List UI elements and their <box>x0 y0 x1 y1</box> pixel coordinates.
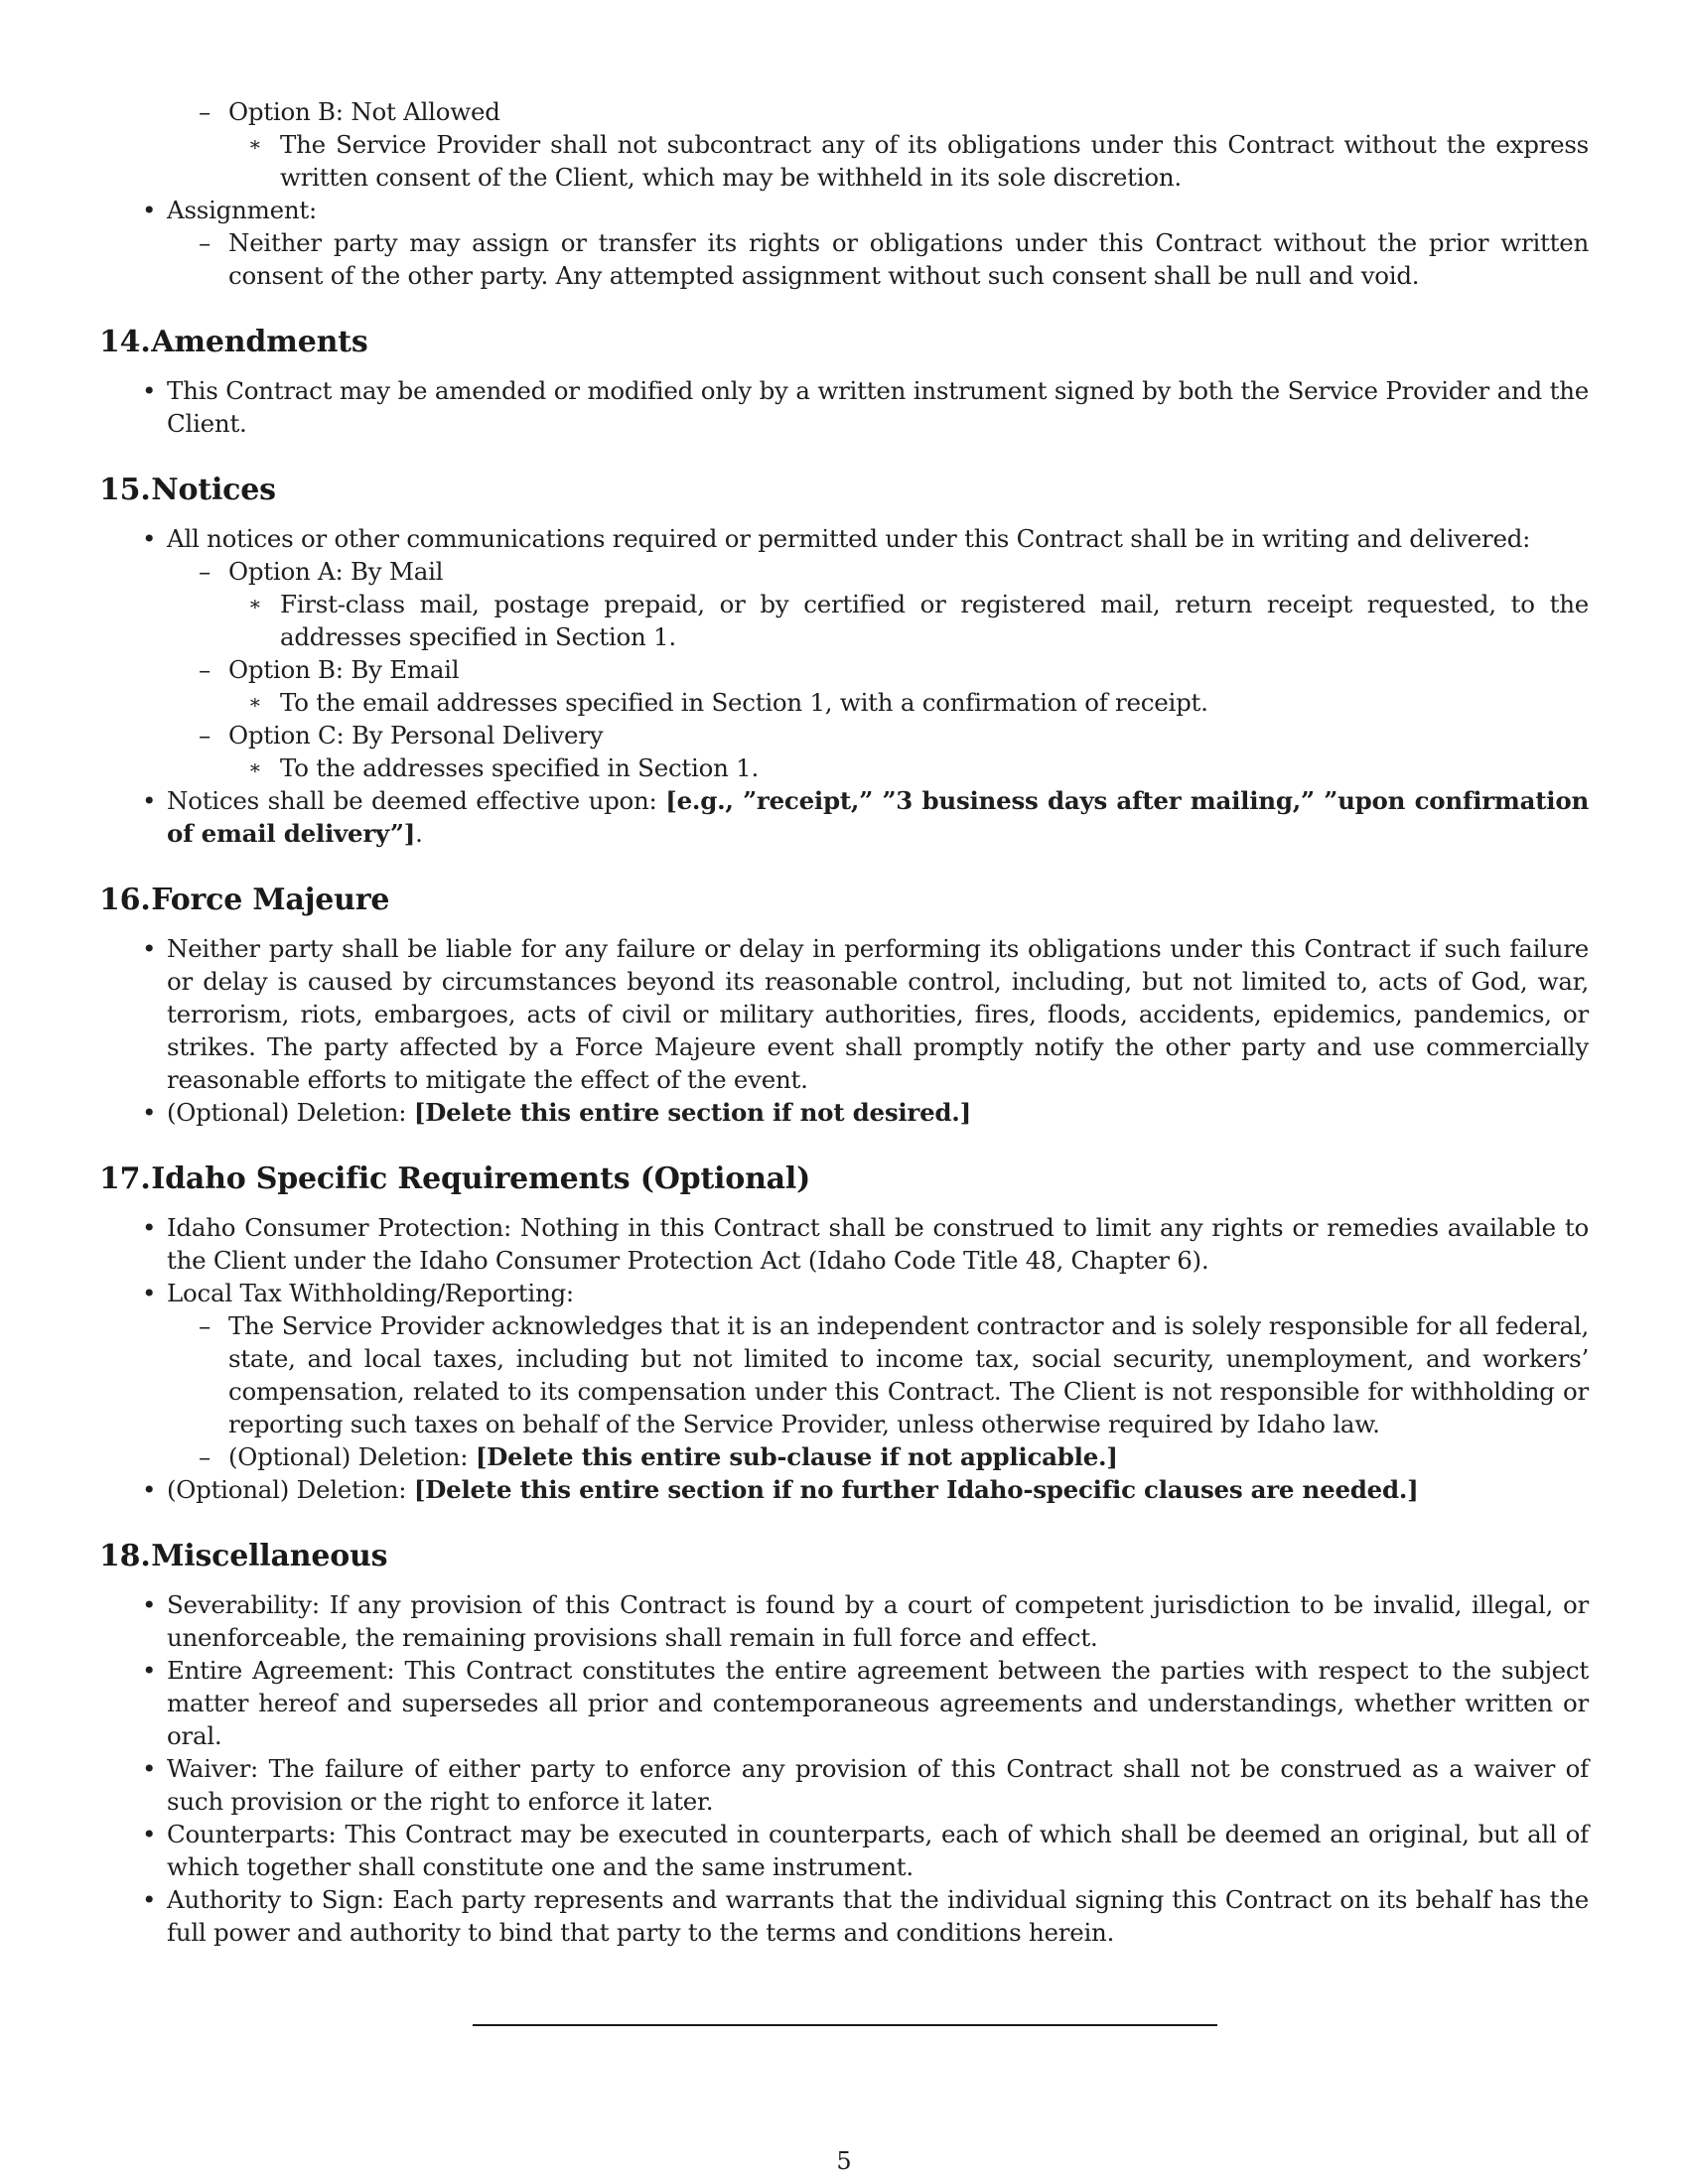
list-item <box>99 1473 1589 1506</box>
option-c-text: To the addresses specified in Section 1. <box>280 753 760 782</box>
bullet-marker: • <box>142 376 157 405</box>
list-item <box>99 1440 1589 1473</box>
bullet-marker: • <box>142 196 157 224</box>
effective-prefix: Notices shall be deemed effective upon: <box>167 786 666 815</box>
dash-marker: – <box>199 97 211 126</box>
bullet-marker: • <box>142 1475 157 1504</box>
list-item <box>99 522 1589 555</box>
list-item <box>99 1096 1589 1129</box>
bullet-marker: • <box>142 524 157 553</box>
option-b-heading: Option B: Not Allowed <box>228 97 500 126</box>
effective-suffix: . <box>415 819 423 848</box>
tax-label: Local Tax Withholding/Reporting: <box>167 1279 574 1307</box>
dash-marker: – <box>199 1311 211 1340</box>
bullet-marker: • <box>142 934 157 963</box>
counterparts-text: Counterparts: This Contract may be executed in counterparts, each of which shall be deemed an original, but all of which together shall constitute one and the same instrument. <box>167 1820 1589 1881</box>
amendments-text: This Contract may be amended or modified only by a written instrument signed by both the Service Provider and the Client. <box>167 376 1589 438</box>
list-item <box>99 1818 1589 1883</box>
bullet-marker: • <box>142 1820 157 1848</box>
list-item <box>99 374 1589 440</box>
section-heading-force-majeure: 16. Force Majeure <box>99 883 390 917</box>
bullet-marker: • <box>142 786 157 815</box>
notices-intro: All notices or other communications required or permitted under this Contract shall be in writing and delivered: <box>167 524 1531 553</box>
sub-deletion-prefix: (Optional) Deletion: <box>228 1442 476 1471</box>
deletion-instruction: [Delete this entire section if not desired.] <box>413 1098 971 1127</box>
consumer-protection-text: Idaho Consumer Protection: Nothing in this Contract shall be construed to limit any rights or remedies available to the Client under the Idaho Consumer Protection Act (Idaho Code Title 48, Chapter 6). <box>167 1213 1589 1275</box>
effective-placeholder: [e.g., ”receipt,” ”3 business days after mailing,” ”upon confirmation of email delivery”] <box>167 786 1590 848</box>
list-item <box>99 555 1589 588</box>
tax-text: The Service Provider acknowledges that it is an independent contractor and is solely responsible for all federal, state, and local taxes, including but not limited to income tax, social security, unemployment, and workers’ compensation, related to its compensation under this Contract. The Client is not responsible for withholding or reporting such taxes on behalf of the Service Provider, unless otherwise required by Idaho law. <box>228 1311 1589 1438</box>
star-marker: ∗ <box>248 592 262 615</box>
list-item <box>99 1752 1589 1818</box>
dash-marker: – <box>199 721 211 750</box>
option-b-email-heading: Option B: By Email <box>228 655 460 684</box>
deletion-prefix: (Optional) Deletion: <box>167 1475 414 1504</box>
bullet-marker: • <box>142 1754 157 1783</box>
bullet-marker: • <box>142 1656 157 1685</box>
waiver-text: Waiver: The failure of either party to enforce any provision of this Contract shall not be construed as a waiver of such provision or the right to enforce it later. <box>167 1754 1589 1816</box>
list-item <box>99 1309 1589 1440</box>
page-number: 5 <box>836 2147 852 2175</box>
list-item <box>99 686 1589 719</box>
dash-marker: – <box>199 557 211 586</box>
list-item <box>99 784 1589 850</box>
option-a-text: First-class mail, postage prepaid, or by certified or registered mail, return receipt requested, to the addresses specified in Section 1. <box>280 590 1589 651</box>
severability-text: Severability: If any provision of this Contract is found by a court of competent jurisdiction to be invalid, illegal, or unenforceable, the remaining provisions shall remain in full force and effect. <box>167 1590 1589 1652</box>
option-c-heading: Option C: By Personal Delivery <box>228 721 604 750</box>
bullet-marker: • <box>142 1279 157 1307</box>
sub-deletion-instruction: [Delete this entire sub-clause if not applicable.] <box>475 1442 1118 1471</box>
option-b-email-text: To the email addresses specified in Section 1, with a confirmation of receipt. <box>280 688 1208 717</box>
bullet-marker: • <box>142 1098 157 1127</box>
list-item <box>99 751 1589 784</box>
list-item <box>99 1883 1589 1949</box>
bullet-marker: • <box>142 1590 157 1619</box>
star-marker: ∗ <box>248 690 262 714</box>
document-page <box>99 95 1589 1949</box>
assignment-label: Assignment: <box>167 196 317 224</box>
list-item <box>99 1211 1589 1277</box>
option-a-heading: Option A: By Mail <box>228 557 444 586</box>
list-item <box>99 194 1589 226</box>
entire-agreement-text: Entire Agreement: This Contract constitutes the entire agreement between the parties with respect to the subject matter hereof and supersedes all prior and contemporaneous agreements and understandings, whether written or oral. <box>167 1656 1589 1750</box>
section-heading-miscellaneous: 18. Miscellaneous <box>99 1539 388 1573</box>
list-item <box>99 719 1589 751</box>
list-item <box>99 588 1589 653</box>
horizontal-rule <box>473 2024 1217 2026</box>
dash-marker: – <box>199 1442 211 1471</box>
list-item <box>99 1277 1589 1309</box>
deletion-instruction: [Delete this entire section if no further Idaho-specific clauses are needed.] <box>413 1475 1419 1504</box>
authority-text: Authority to Sign: Each party represents and warrants that the individual signing this Contract on its behalf has the full power and authority to bind that party to the terms and conditions herein. <box>167 1885 1589 1947</box>
list-item <box>99 226 1589 292</box>
list-item <box>99 653 1589 686</box>
section-heading-idaho: 17. Idaho Specific Requirements (Optional) <box>99 1161 811 1196</box>
list-item <box>99 1588 1589 1654</box>
list-item <box>99 95 1589 128</box>
star-marker: ∗ <box>248 755 262 779</box>
dash-marker: – <box>199 228 211 257</box>
list-item <box>99 932 1589 1096</box>
assignment-text: Neither party may assign or transfer its rights or obligations under this Contract without the prior written consent of the other party. Any attempted assignment without such consent shall be null and void. <box>228 228 1589 290</box>
deletion-prefix: (Optional) Deletion: <box>167 1098 414 1127</box>
list-item <box>99 128 1589 194</box>
dash-marker: – <box>199 655 211 684</box>
bullet-marker: • <box>142 1213 157 1242</box>
section-heading-notices: 15. Notices <box>99 473 276 507</box>
list-item <box>99 1654 1589 1752</box>
option-b-text: The Service Provider shall not subcontract any of its obligations under this Contract without the express written consent of the Client, which may be withheld in its sole discretion. <box>280 130 1589 192</box>
star-marker: ∗ <box>248 132 262 156</box>
bullet-marker: • <box>142 1885 157 1914</box>
force-majeure-text: Neither party shall be liable for any failure or delay in performing its obligations under this Contract if such failure or delay is caused by circumstances beyond its reasonable control, including, but not limited to, acts of God, war, terrorism, riots, embargoes, acts of civil or military authorities, fires, floods, accidents, epidemics, pandemics, or strikes. The party affected by a Force Majeure event shall promptly notify the other party and use commercially reasonable efforts to mitigate the effect of the event. <box>167 934 1589 1094</box>
section-heading-amendments: 14. Amendments <box>99 325 368 359</box>
